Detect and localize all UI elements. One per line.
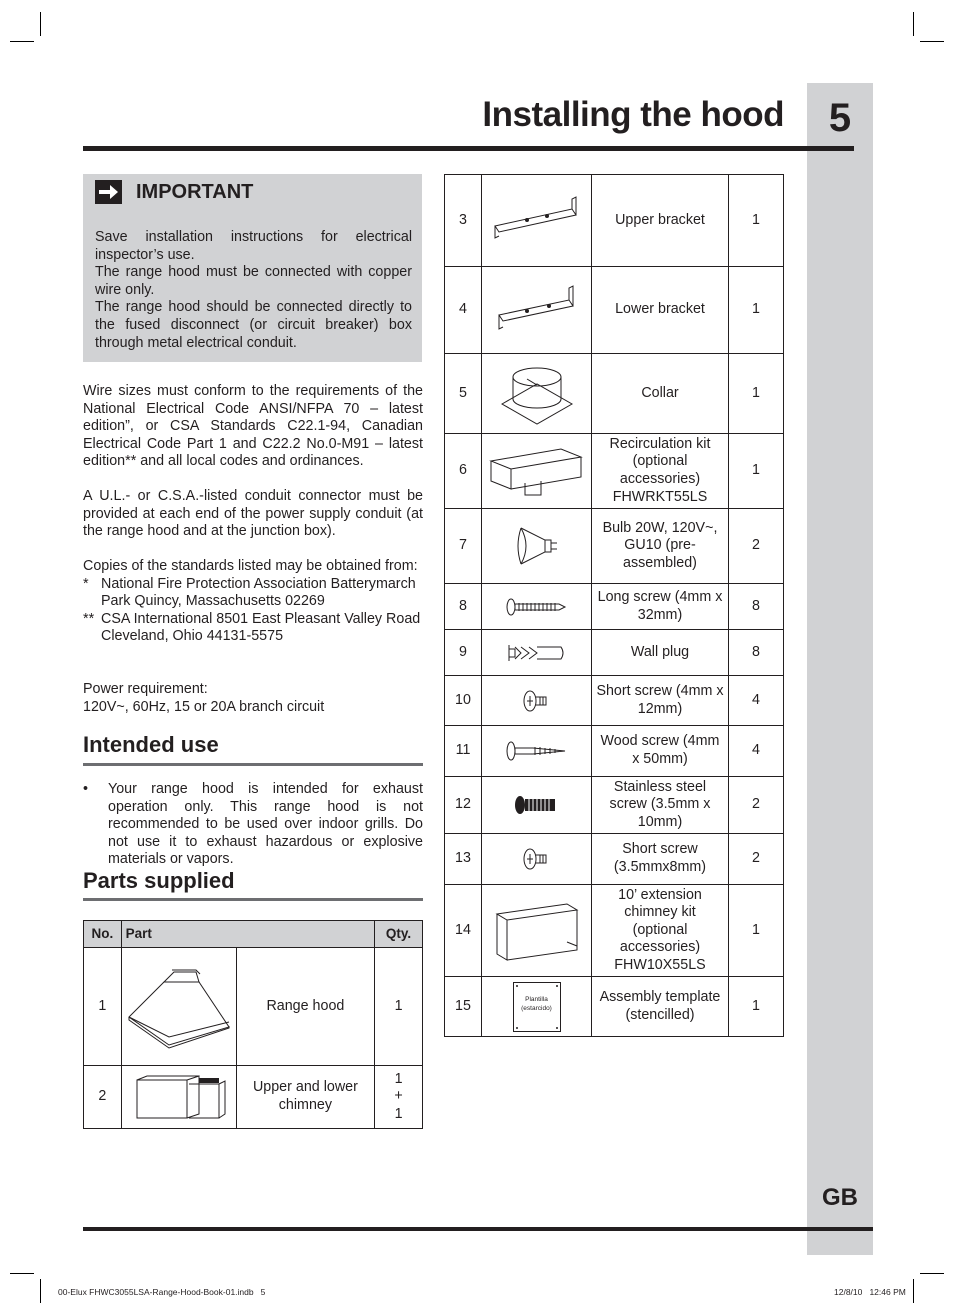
table-row [445,267,784,354]
power-value: 120V~, 60Hz, 15 or 20A branch circuit [83,698,325,715]
part-image [121,948,236,1066]
part-no: 10 [445,676,482,726]
part-qty: 4 [729,726,784,777]
parts-table-right [444,174,784,1037]
part-name: Assembly template (stencilled) [592,977,729,1037]
part-no: 8 [445,584,482,630]
parts-table-left [83,920,423,1129]
part-image [482,267,592,354]
bottom-rule [83,1227,873,1231]
range-hood-icon [122,962,236,1052]
lower-bracket-icon [482,280,591,340]
table-row [445,777,784,834]
part-image [482,885,592,977]
part-no: 4 [445,267,482,354]
footnote-text: National Fire Protection Association Batterymarch Park Quincy, Massachusetts 02269 [101,575,416,610]
part-no: 11 [445,726,482,777]
table-row [445,354,784,434]
upper-bracket-icon [482,191,591,251]
part-image [482,676,592,726]
page-title: Installing the hood [482,95,784,134]
collar-icon [482,359,591,429]
part-image [482,777,592,834]
part-name: Range hood [236,948,374,1066]
wire-sizes-paragraph: Wire sizes must conform to the requirements of the National Electrical Code ANSI/NFPA 70 – latest edition”, or CSA Standards C22.1-94, Canadian Electrical Code Part 1 and C22.2 No.0-M91 – latest edition** and all local codes and ordinances. [83,383,423,470]
table-row [445,584,784,630]
steel-screw-icon [482,794,591,816]
part-qty: 1 [729,267,784,354]
part-no: 6 [445,434,482,509]
footnote [83,611,423,646]
side-column [807,83,873,1255]
part-qty: 2 [729,509,784,584]
parts-supplied-heading: Parts supplied [83,868,235,893]
part-image [482,434,592,509]
part-no: 12 [445,777,482,834]
footnote-mark: ** [83,610,95,627]
part-no: 3 [445,175,482,267]
footnote [83,576,423,611]
part-image [482,977,592,1037]
part-no: 13 [445,834,482,885]
short-screw-icon [482,688,591,714]
table-row [445,834,784,885]
table-row [445,630,784,676]
part-qty: 8 [729,584,784,630]
crop-mark [913,1279,914,1303]
bullet: • [83,781,89,797]
table-row [84,948,423,1066]
part-name: Wood screw (4mm x 50mm) [592,726,729,777]
important-text [95,229,412,352]
part-qty: 1 [729,354,784,434]
part-name: Wall plug [592,630,729,676]
intended-use-item [83,781,423,869]
part-qty: 1 [375,948,423,1066]
part-image [482,630,592,676]
col-header-no: No. [84,921,122,948]
part-no: 14 [445,885,482,977]
part-name: Short screw (3.5mmx8mm) [592,834,729,885]
col-header-qty: Qty. [375,921,423,948]
table-row [84,1066,423,1129]
footer-date: 12/8/10 12:46 PM [834,1287,906,1297]
crop-mark [10,1273,34,1274]
part-qty: 1 [729,977,784,1037]
part-name: Upper and lower chimney [236,1066,374,1129]
bulb-icon [482,518,591,574]
arrow-right-icon [95,180,122,204]
important-paragraph: The range hood should be connected directly to the fused disconnect (or circuit breaker) box through metal electrical conduit. [95,299,412,351]
part-name: Long screw (4mm x 32mm) [592,584,729,630]
part-name: Stainless steel screw (3.5mm x 10mm) [592,777,729,834]
part-qty: 1 [729,175,784,267]
part-qty: 2 [729,777,784,834]
part-name: Recirculation kit (optional accessories) FHWRKT55LS [592,434,729,509]
section-rule [83,898,423,901]
section-rule [83,763,423,766]
crop-mark [40,1279,41,1303]
part-qty: 2 [729,834,784,885]
important-paragraph: Save installation instructions for electrical inspector’s use. [95,229,412,263]
part-no: 2 [84,1066,122,1129]
important-heading: IMPORTANT [136,181,254,203]
part-image [482,834,592,885]
table-row [445,676,784,726]
part-no: 9 [445,630,482,676]
copies-block [83,558,423,646]
part-name: 10’ extension chimney kit (optional accessories) FHW10X55LS [592,885,729,977]
part-image [482,509,592,584]
wood-screw-icon [482,739,591,763]
template-icon [513,982,561,1032]
crop-mark [40,12,41,36]
part-qty: 1 [729,434,784,509]
wall-plug-icon [482,641,591,665]
crop-mark [913,12,914,36]
table-row [445,885,784,977]
part-qty: 1 [729,885,784,977]
short-screw-icon [482,846,591,872]
table-row [445,726,784,777]
part-name: Lower bracket [592,267,729,354]
part-image [121,1066,236,1129]
part-image [482,354,592,434]
part-no: 7 [445,509,482,584]
page-number: 5 [828,96,852,140]
chimney-icon [122,1072,236,1122]
part-image [482,175,592,267]
part-no: 5 [445,354,482,434]
part-qty: 4 [729,676,784,726]
part-no: 15 [445,977,482,1037]
template-label: Plantilla [525,995,548,1003]
crop-mark [920,1273,944,1274]
table-row [445,175,784,267]
table-row [445,977,784,1037]
col-header-part: Part [121,921,374,948]
recirculation-kit-icon [482,439,591,503]
power-label: Power requirement: [83,681,208,697]
part-image [482,584,592,630]
part-name: Upper bracket [592,175,729,267]
crop-mark [10,41,34,42]
part-no: 1 [84,948,122,1066]
title-rule [83,146,854,151]
part-qty: 8 [729,630,784,676]
table-row [445,434,784,509]
part-name: Collar [592,354,729,434]
part-name: Bulb 20W, 120V~, GU10 (pre-assembled) [592,509,729,584]
language-tab: GB [822,1184,858,1211]
table-row [445,509,784,584]
extension-chimney-icon [482,896,591,966]
power-block [83,681,423,716]
part-name: Short screw (4mm x 12mm) [592,676,729,726]
long-screw-icon [482,597,591,617]
crop-mark [920,41,944,42]
part-image [482,726,592,777]
footer-filename: 00-Elux FHWC3055LSA-Range-Hood-Book-01.indb 5 [58,1287,266,1297]
important-paragraph: The range hood must be connected with copper wire only. [95,264,412,298]
part-qty: 1 + 1 [375,1066,423,1129]
copies-text: Copies of the standards listed may be obtained from: [83,558,418,574]
intended-use-heading: Intended use [83,732,219,757]
intended-use-text: Your range hood is intended for exhaust operation only. This range hood is not recommended to be used over indoor grills. Do not use it to exhaust hazardous or explosive materials or vapors. [108,781,423,868]
footnote-mark: * [83,575,89,592]
template-label: (estarcido) [521,1004,552,1012]
table-header-row [84,921,423,948]
conduit-paragraph: A U.L.- or C.S.A.-listed conduit connector must be provided at each end of the power supply conduit (at the range hood and at the junction box). [83,488,423,540]
footnote-text: CSA International 8501 East Pleasant Valley Road Cleveland, Ohio 44131-5575 [101,610,421,645]
